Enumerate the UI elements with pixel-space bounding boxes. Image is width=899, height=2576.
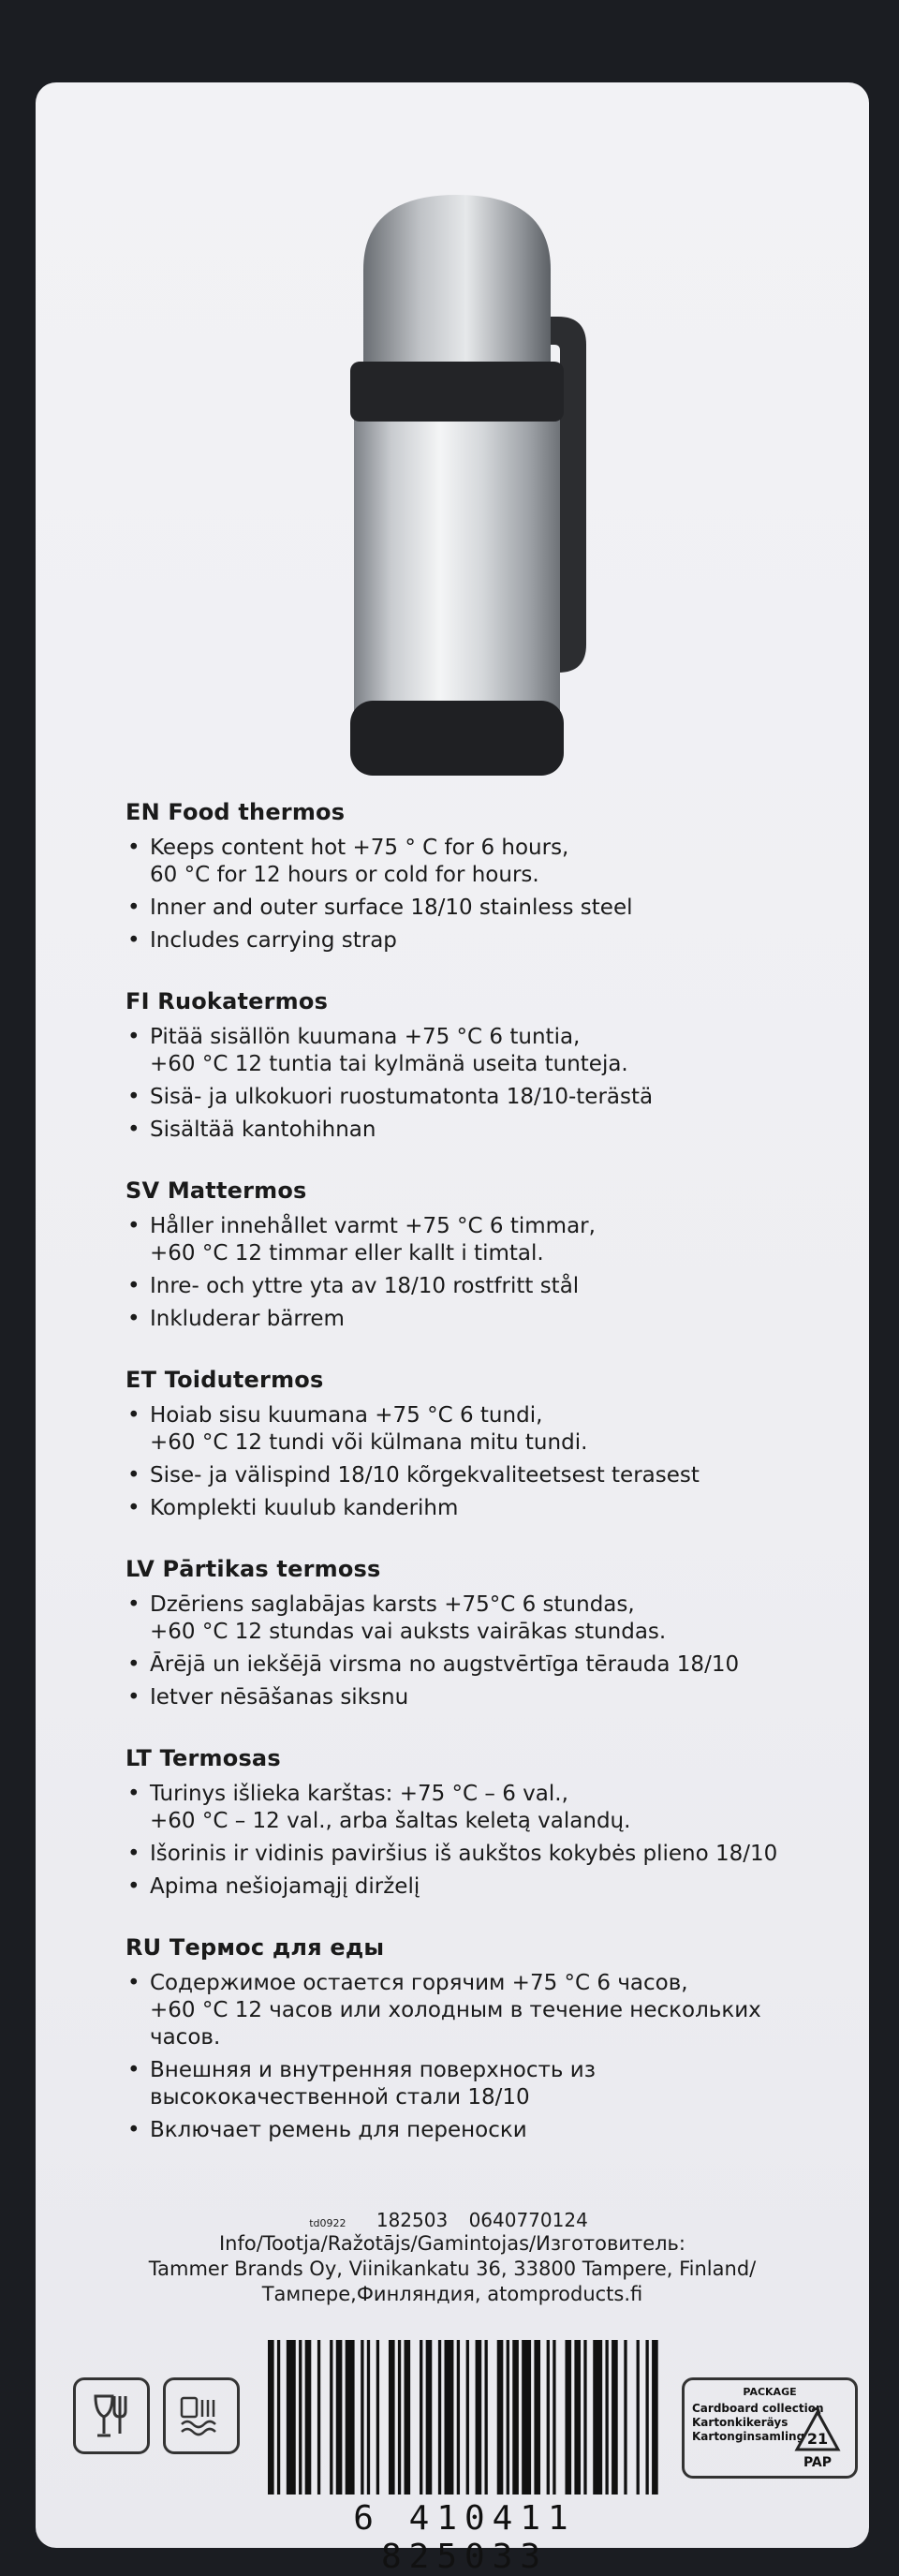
barcode-bar	[637, 2340, 640, 2495]
recycle-icon	[791, 2406, 844, 2472]
section-heading: ET Toidutermos	[125, 1367, 324, 1393]
barcode-bar	[287, 2340, 296, 2495]
barcode-bar	[574, 2340, 581, 2495]
barcode-bar	[605, 2340, 608, 2495]
recycle-code: PAP	[803, 2455, 833, 2470]
section-heading: FI Ruokatermos	[125, 988, 329, 1014]
barcode-bar	[652, 2340, 658, 2495]
barcode-bar	[438, 2340, 441, 2495]
product-code: 182503	[376, 2209, 449, 2231]
barcode-bar	[547, 2340, 550, 2495]
package-item: Kartonginsamling	[692, 2430, 805, 2443]
barcode-bar	[612, 2340, 618, 2495]
list-item: • Pitää sisällön kuumana +75 °C 6 tuntia, +60 °C 12 tuntia tai kylmänä useita tunteja.	[125, 1024, 837, 1078]
barcode-bar	[484, 2340, 487, 2495]
list-item: • Inner and outer surface 18/10 stainless steel	[125, 895, 837, 922]
list-item: • Внешняя и внутренняя поверхность из высококачественной стали 18/10	[125, 2057, 837, 2111]
food-safe-icon	[73, 2377, 150, 2454]
product-codes	[36, 2209, 869, 2231]
barcode-bar	[466, 2340, 469, 2495]
section-lt	[125, 1745, 837, 1901]
barcode-bar	[426, 2340, 433, 2495]
address-line: Тампере,Финляндия, atomproducts.fi	[261, 2283, 643, 2305]
barcode-bar	[553, 2340, 555, 2495]
barcode-bar	[398, 2340, 401, 2495]
barcode-bar	[376, 2340, 379, 2495]
barcode-bar	[346, 2340, 355, 2495]
list-item: • Inkluderar bärrem	[125, 1306, 837, 1333]
list-item: • Ietver nēsāšanas siksnu	[125, 1684, 837, 1711]
barcode-bar	[305, 2340, 312, 2495]
package-item: Kartonkikeräys	[692, 2416, 788, 2429]
barcode-bar	[624, 2340, 626, 2495]
section-fi	[125, 988, 837, 1144]
list-item: • Sise- ja välispind 18/10 kõrgekvaliteetsest terasest	[125, 1462, 837, 1489]
section-heading: EN Food thermos	[125, 799, 346, 825]
barcode-number: 6 410411 825033	[353, 2499, 576, 2576]
barcode-bar	[389, 2340, 395, 2495]
package-title: PACKAGE	[743, 2386, 797, 2398]
address-line: Tammer Brands Oy, Viinikankatu 36, 33800 Tampere, Finland/	[148, 2258, 757, 2280]
barcode-bar	[336, 2340, 343, 2495]
thermos-image	[317, 139, 635, 832]
barcode-bar	[645, 2340, 648, 2495]
barcode-bar	[583, 2340, 586, 2495]
section-sv	[125, 1177, 837, 1333]
list-item: • Komplekti kuulub kanderihm	[125, 1495, 837, 1522]
product-card	[36, 82, 869, 2576]
barcode-bar	[476, 2340, 482, 2495]
list-item: • Hoiab sisu kuumana +75 °C 6 tundi, +60 °C 12 tundi või külmana mitu tundi.	[125, 1402, 837, 1457]
barcode-bar	[522, 2340, 531, 2495]
section-heading: SV Mattermos	[125, 1177, 307, 1204]
package-item: Cardboard collection	[692, 2402, 824, 2415]
barcode-bar	[497, 2340, 504, 2495]
section-heading: LT Termosas	[125, 1745, 281, 1771]
section-lv	[125, 1556, 837, 1711]
section-heading: RU Термос для еды	[125, 1934, 385, 1961]
barcode-bar	[268, 2340, 274, 2495]
td-code: td0922	[309, 2217, 346, 2229]
barcode-bar	[367, 2340, 370, 2495]
barcode-bar	[457, 2340, 460, 2495]
dishwasher-safe-icon	[163, 2377, 240, 2454]
list-item: • Dzēriens saglabājas karsts +75°C 6 stundas, +60 °C 12 stundas vai auksts vairākas stundas.	[125, 1591, 837, 1646]
manufacturer-info	[36, 2209, 869, 2307]
usage-icons	[73, 2377, 240, 2454]
barcode-bar	[593, 2340, 602, 2495]
list-item: • Turinys išlieka karštas: +75 °C – 6 val., +60 °C – 12 val., arba šaltas keletą valandų.	[125, 1781, 837, 1835]
recycle-number: 21	[806, 2430, 829, 2448]
product-description	[125, 799, 837, 2178]
barcode-bar	[420, 2340, 422, 2495]
barcode-bar	[512, 2340, 519, 2495]
list-item: • Apima nešiojamąjį dirželį	[125, 1873, 837, 1901]
list-item: • Содержимое остается горячим +75 °C 6 часов, +60 °C 12 часов или холодным в течение нескольких часов.	[125, 1970, 837, 2051]
barcode-bar	[565, 2340, 571, 2495]
list-item: • Sisä- ja ulkokuori ruostumatonta 18/10-terästä	[125, 1084, 837, 1111]
barcode-bar	[361, 2340, 363, 2495]
barcode-bar	[330, 2340, 332, 2495]
barcode-bar	[405, 2340, 411, 2495]
info-line: Info/Tootja/Ražotājs/Gamintojas/Изготовитель:	[218, 2232, 686, 2255]
barcode-bar	[277, 2340, 280, 2495]
list-item: • Ārējā un iekšējā virsma no augstvērtīga tērauda 18/10	[125, 1651, 837, 1679]
section-en	[125, 799, 837, 955]
barcode-bar	[445, 2340, 454, 2495]
list-item: • Sisältää kantohihnan	[125, 1117, 837, 1144]
barcode-bar	[534, 2340, 540, 2495]
list-item: • Includes carrying strap	[125, 927, 837, 955]
list-item: • Включает ремень для переноски	[125, 2117, 837, 2144]
package-label	[682, 2377, 858, 2479]
barcode-bar	[507, 2340, 509, 2495]
product-code: 0640770124	[468, 2209, 588, 2231]
list-item: • Inre- och yttre yta av 18/10 rostfritt stål	[125, 1273, 837, 1300]
section-et	[125, 1367, 837, 1522]
list-item: • Išorinis ir vidinis paviršius iš aukštos kokybės plieno 18/10	[125, 1841, 837, 1868]
list-item: • Håller innehållet varmt +75 °C 6 timmar, +60 °C 12 timmar eller kallt i timtal.	[125, 1213, 837, 1267]
section-ru	[125, 1934, 837, 2144]
section-heading: LV Pārtikas termoss	[125, 1556, 381, 1582]
barcode-bar	[299, 2340, 302, 2495]
barcode-bar	[317, 2340, 320, 2495]
list-item: • Keeps content hot +75 ° C for 6 hours, 60 °C for 12 hours or cold for hours.	[125, 835, 837, 889]
